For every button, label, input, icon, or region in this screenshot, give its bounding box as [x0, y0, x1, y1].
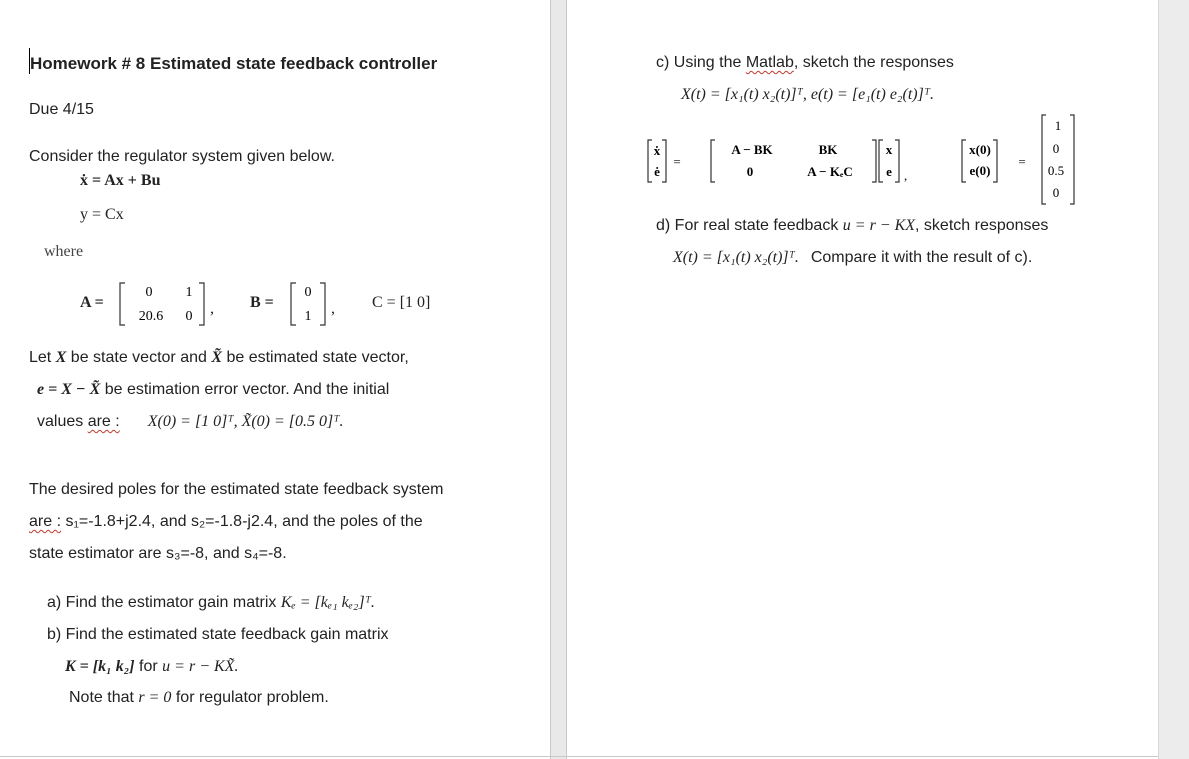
- due-date: Due 4/15: [29, 101, 94, 118]
- init-value: 0.5: [1047, 163, 1065, 178]
- poles-line-2: are : s₁=-1.8+j2.4, and s₂=-1.8-j2.4, and the poles of the: [29, 513, 423, 530]
- let-line: Let X be state vector and X̃ be estimated state vector,: [29, 349, 409, 366]
- part-b: b) Find the estimated state feedback gain matrix: [47, 626, 389, 643]
- part-c-responses: X(t) = [x₁(t) x₂(t)]ᵀ, e(t) = [e₁(t) e₂(t)]ᵀ.: [681, 86, 934, 103]
- poles-line-3: state estimator are s₃=-8, and s₄=-8.: [29, 545, 287, 562]
- part-a: a) Find the estimator gain matrix Kₑ = [kₑ₁ kₑ₂]ᵀ.: [47, 594, 375, 611]
- page-bottom-border: [0, 756, 1158, 757]
- initial-values-line: values are : X(0) = [1 0]ᵀ, X̃(0) = [0.5 0]ᵀ.: [37, 413, 344, 430]
- matrix-a: [117, 280, 207, 328]
- page-divider: [550, 0, 551, 759]
- matrix-a-comma: ,: [210, 300, 214, 317]
- lhs-xdot: ẋ: [653, 143, 661, 158]
- block-m11: A − BK: [731, 142, 773, 157]
- block-m22: A − KₑC: [807, 164, 853, 179]
- matrix-b-comma: ,: [331, 300, 335, 317]
- page-title: Homework # 8 Estimated state feedback controller: [30, 54, 438, 73]
- matrix-a-label: A =: [80, 294, 104, 311]
- matrix-b-label: B =: [250, 294, 274, 311]
- regulator-note: Note that r = 0 for regulator problem.: [69, 689, 329, 706]
- output-equation: y = Cx: [80, 206, 124, 223]
- vec-e: e: [886, 164, 892, 179]
- block-m12: BK: [818, 142, 838, 157]
- matrix-a-cell: 0: [185, 309, 193, 324]
- init-value: 0: [1052, 185, 1060, 200]
- matrix-a-cell: 1: [185, 285, 193, 300]
- matrix-b-cell: 0: [304, 285, 312, 300]
- block-comma: ,: [904, 168, 908, 183]
- intro-text: Consider the regulator system given below.: [29, 148, 335, 165]
- where-label: where: [44, 243, 84, 260]
- poles-line-1: The desired poles for the estimated state feedback system: [29, 481, 444, 498]
- part-c: c) Using the Matlab, sketch the responses: [656, 54, 954, 71]
- equals-sign: =: [1018, 154, 1026, 169]
- part-d-responses: X(t) = [x₁(t) x₂(t)]ᵀ. Compare it with the result of c).: [673, 249, 1033, 266]
- matrix-a-cell: 0: [145, 285, 153, 300]
- block-m21: 0: [746, 164, 754, 179]
- equals-sign: =: [673, 154, 681, 169]
- vec-x: x: [885, 142, 893, 157]
- lhs-edot: ė: [654, 164, 660, 179]
- matrix-b-cell: 1: [304, 309, 312, 324]
- init-value: 1: [1054, 118, 1062, 133]
- part-d: d) For real state feedback u = r − KX, sketch responses: [656, 217, 1049, 234]
- vertical-scrollbar[interactable]: [1158, 0, 1189, 759]
- part-b-gain: K = [k₁ k₂] for u = r − KX̃.: [65, 658, 239, 675]
- matrix-b: [288, 280, 328, 328]
- state-equation: ẋ = Ax + Bu: [80, 172, 161, 189]
- init-x0: x(0): [969, 142, 991, 157]
- init-value: 0: [1052, 141, 1060, 156]
- matrix-c: C = [1 0]: [372, 294, 431, 311]
- init-e0: e(0): [969, 163, 991, 178]
- matrix-a-cell: 20.6: [138, 309, 164, 324]
- error-line: e = X − X̃ be estimation error vector. And the initial: [37, 381, 390, 398]
- block-state-equation: [640, 112, 1080, 207]
